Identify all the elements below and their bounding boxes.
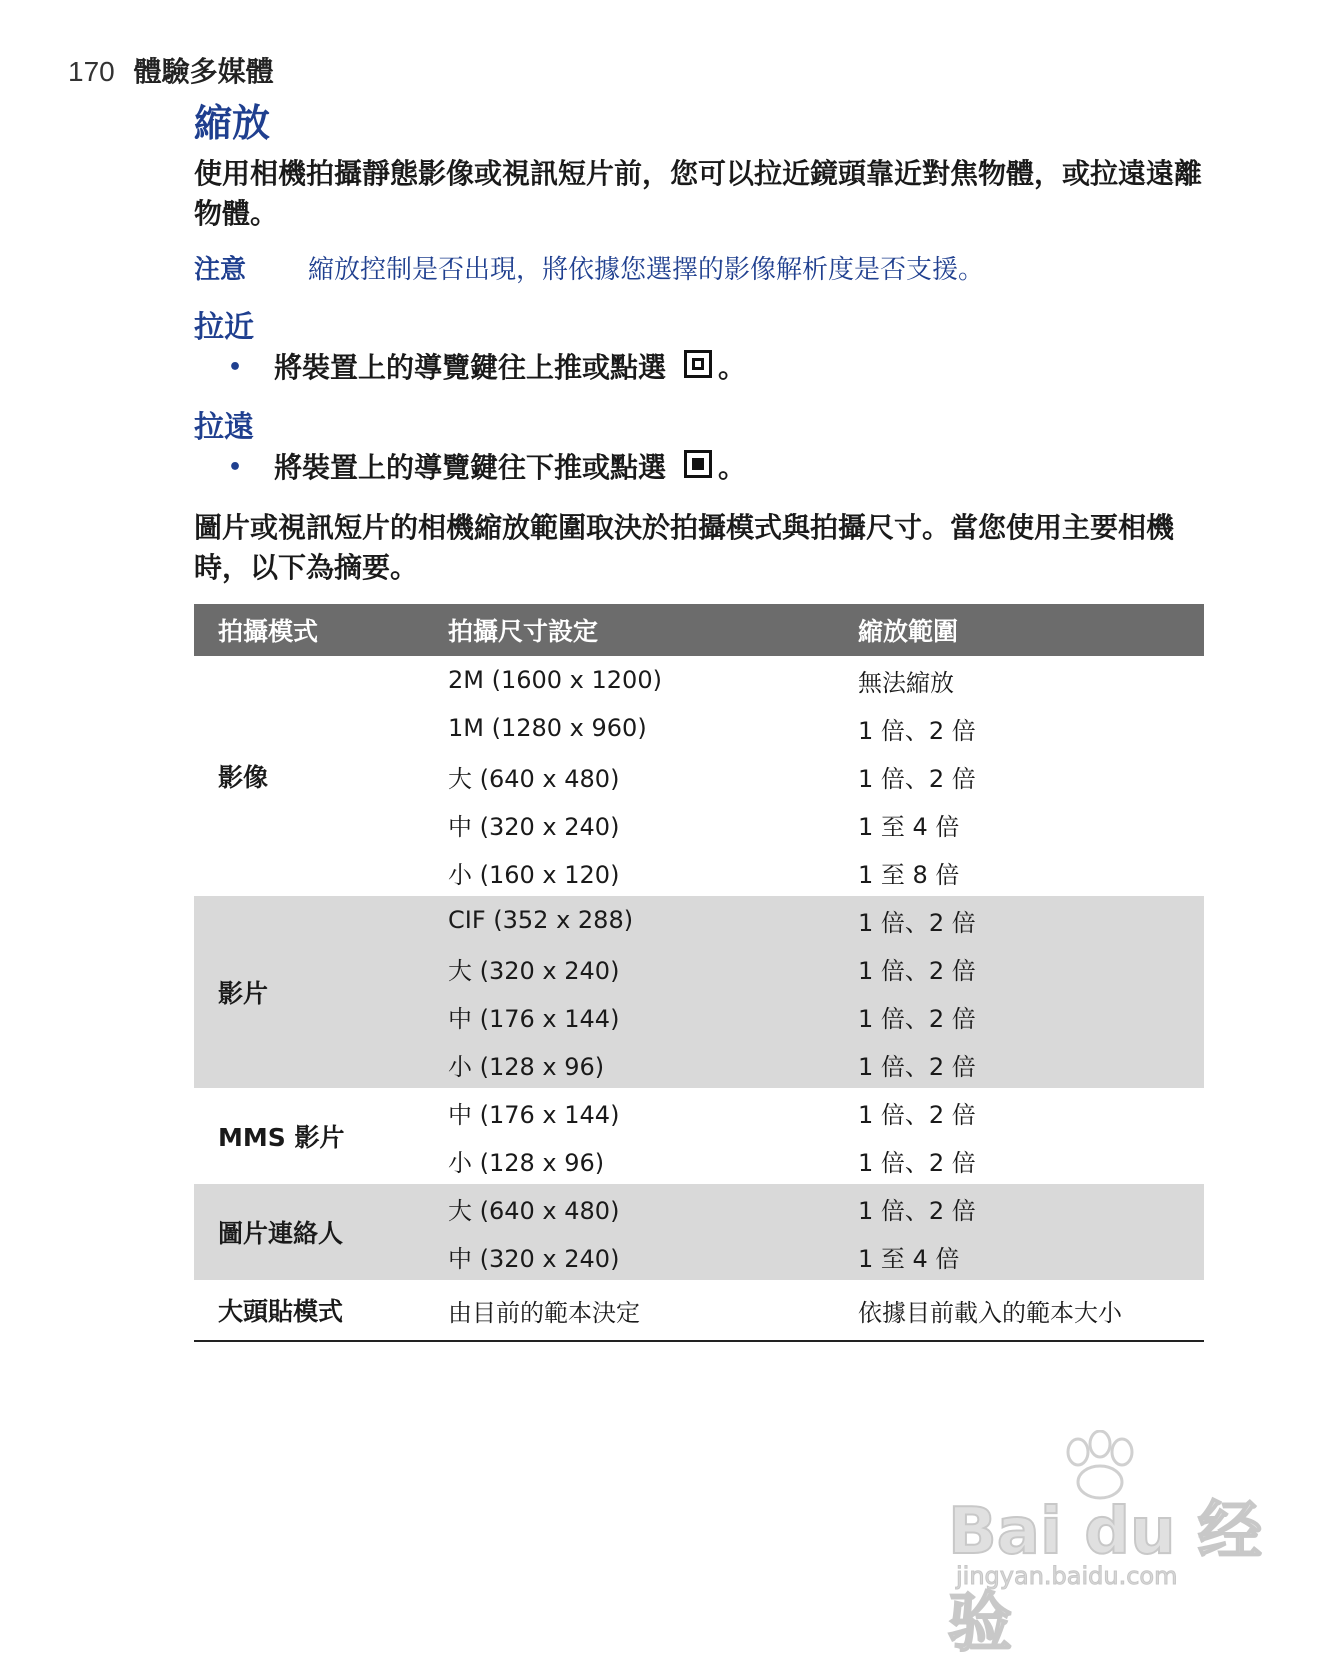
range-cell: 1 倍、2 倍	[834, 896, 1204, 944]
range-cell: 1 倍、2 倍	[858, 1148, 976, 1177]
range-cell: 1 倍、2 倍	[834, 1184, 1204, 1232]
range-cell: 1 至 8 倍	[858, 860, 960, 889]
size-cell: 2M (1600 x 1200)	[448, 666, 662, 694]
table-row	[194, 1184, 1204, 1232]
range-cell: 1 倍、2 倍	[858, 764, 976, 793]
summary-paragraph: 圖片或視訊短片的相機縮放範圍取決於拍攝模式與拍攝尺寸。當您使用主要相機時，以下為摘要。	[194, 510, 1175, 584]
zoom-out-heading: 拉遠	[194, 409, 254, 445]
zoom-range-table	[194, 604, 1204, 1342]
zoom-in-period: 。	[718, 350, 747, 384]
watermark-logo: Bai du 经验	[948, 1495, 1262, 1661]
table-row	[194, 896, 1204, 944]
size-cell: 由目前的範本決定	[424, 1280, 834, 1341]
size-cell: 大 (640 x 480)	[424, 1184, 834, 1232]
zoom-in-heading: 拉近	[194, 309, 254, 345]
range-cell: 1 倍、2 倍	[834, 944, 1204, 992]
mode-cell: 大頭貼模式	[194, 1280, 424, 1341]
section-title: 縮放	[194, 101, 271, 145]
zoom-out-period: 。	[718, 450, 747, 484]
size-cell: CIF (352 x 288)	[424, 896, 834, 944]
table-row	[194, 1280, 1204, 1341]
zoom-in-text: 將裝置上的導覽鍵往上推或點選	[274, 350, 667, 384]
size-cell: 中 (176 x 144)	[424, 992, 834, 1040]
range-cell: 1 倍、2 倍	[834, 992, 1204, 1040]
bullet-icon: •	[228, 454, 243, 480]
header-range: 縮放範圍	[834, 604, 1204, 656]
table-header-row	[194, 604, 1204, 656]
baidu-watermark	[948, 1430, 1268, 1661]
size-cell: 小 (128 x 96)	[424, 1040, 834, 1088]
zoom-out-text: 將裝置上的導覽鍵往下推或點選	[274, 450, 667, 484]
size-cell: 小 (128 x 96)	[448, 1148, 605, 1177]
size-cell: 1M (1280 x 960)	[448, 714, 647, 742]
size-cell: 小 (160 x 120)	[448, 860, 620, 889]
page-header	[68, 50, 274, 90]
range-cell: 1 至 4 倍	[834, 1232, 1204, 1280]
size-cell: 中 (320 x 240)	[424, 1232, 834, 1280]
page-number: 170	[68, 56, 115, 87]
mode-cell: MMS 影片	[218, 1123, 345, 1152]
zoom-in-instruction	[194, 348, 1204, 388]
table-row	[194, 1088, 1204, 1136]
range-cell: 1 至 4 倍	[858, 812, 960, 841]
zoom-section	[194, 100, 1204, 618]
size-cell: 中 (320 x 240)	[448, 812, 620, 841]
note-block	[194, 252, 1204, 288]
note-text: 縮放控制是否出現，將依據您選擇的影像解析度是否支援。	[308, 254, 985, 285]
range-cell: 1 倍、2 倍	[858, 1100, 976, 1129]
mode-cell: 圖片連絡人	[194, 1184, 424, 1280]
table-row	[194, 656, 1204, 704]
bullet-icon: •	[228, 354, 243, 380]
note-label: 注意	[194, 254, 247, 285]
mode-cell: 影片	[194, 896, 424, 1088]
range-cell: 無法縮放	[858, 668, 954, 697]
range-cell: 1 倍、2 倍	[834, 1040, 1204, 1088]
range-cell: 依據目前載入的範本大小	[834, 1280, 1204, 1341]
mode-cell: 影像	[218, 763, 269, 792]
size-cell: 大 (640 x 480)	[448, 764, 620, 793]
watermark-url: jingyan.baidu.com	[956, 1562, 1178, 1590]
header-mode: 拍攝模式	[194, 604, 424, 656]
zoom-in-icon	[684, 350, 712, 378]
size-cell: 大 (320 x 240)	[424, 944, 834, 992]
intro-paragraph: 使用相機拍攝靜態影像或視訊短片前，您可以拉近鏡頭靠近對焦物體，或拉遠遠離物體。	[194, 156, 1203, 230]
zoom-out-icon	[684, 450, 712, 478]
size-cell: 中 (176 x 144)	[448, 1100, 620, 1129]
range-cell: 1 倍、2 倍	[858, 716, 976, 745]
header-size: 拍攝尺寸設定	[424, 604, 834, 656]
zoom-out-instruction	[194, 448, 1204, 488]
chapter-title: 體驗多媒體	[133, 55, 274, 88]
